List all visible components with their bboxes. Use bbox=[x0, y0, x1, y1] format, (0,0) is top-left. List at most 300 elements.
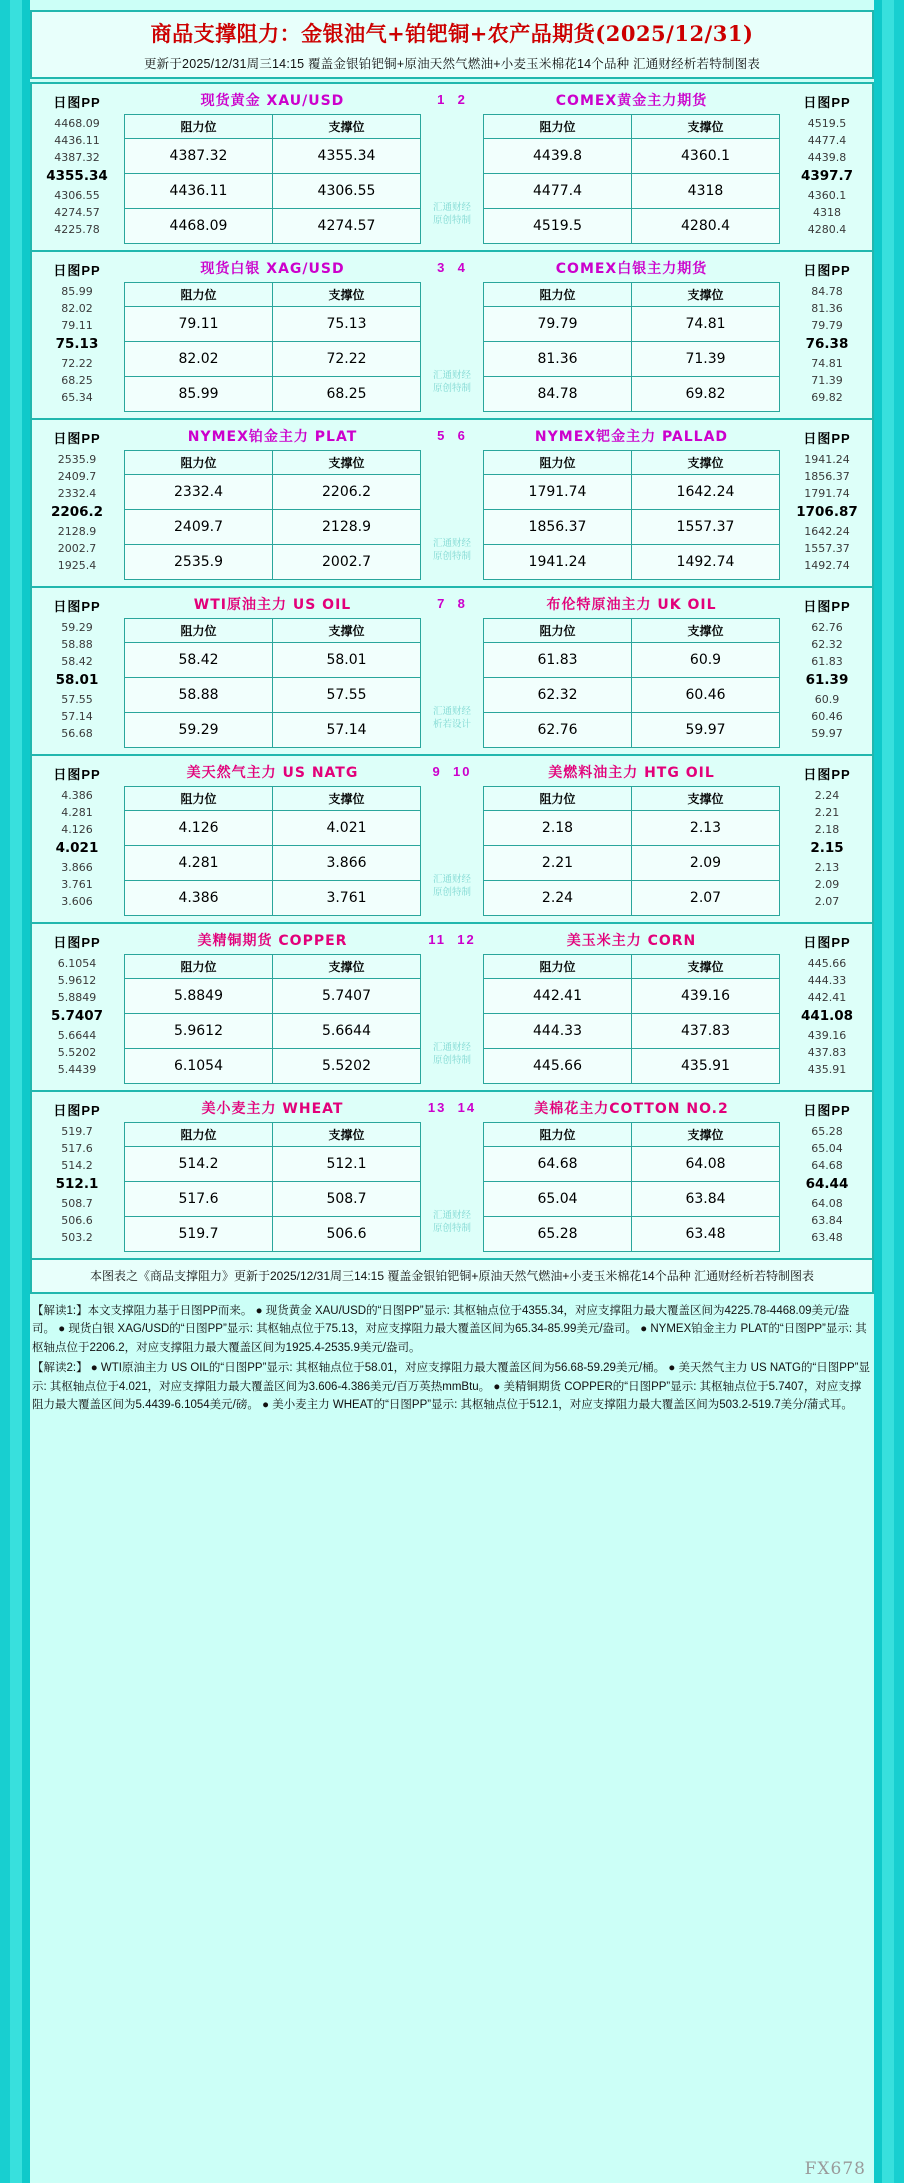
support-header: 支撑位 bbox=[273, 955, 421, 979]
table-row bbox=[125, 510, 421, 545]
support-value: 4306.55 bbox=[273, 174, 421, 209]
support-value: 68.25 bbox=[273, 377, 421, 412]
price-level: 79.11 bbox=[61, 319, 93, 333]
support-value: 60.9 bbox=[632, 643, 780, 678]
footer-note: 本图表之《商品支撑阻力》更新于2025/12/31周三14:15 覆盖金银铂钯铜+原油天然气燃油+小麦玉米棉花14个品种 汇通财经析若特制图表 bbox=[30, 1260, 874, 1294]
price-level: 2128.9 bbox=[57, 525, 97, 539]
resistance-value: 2.18 bbox=[484, 811, 632, 846]
table-row bbox=[484, 979, 780, 1014]
support-value: 60.46 bbox=[632, 678, 780, 713]
price-level: 6.1054 bbox=[57, 957, 97, 970]
instrument-name: WTI原油主力 US OIL bbox=[193, 597, 352, 613]
instrument-panel bbox=[120, 1096, 425, 1252]
instrument-panel bbox=[479, 256, 784, 412]
support-header: 支撑位 bbox=[632, 1123, 780, 1147]
support-header: 支撑位 bbox=[632, 955, 780, 979]
support-header: 支撑位 bbox=[632, 787, 780, 811]
instrument-block bbox=[30, 924, 874, 1092]
block-index-column bbox=[425, 256, 479, 412]
pp-levels-column bbox=[34, 88, 120, 244]
title-box bbox=[30, 10, 874, 79]
support-resistance-table bbox=[483, 786, 780, 916]
table-row bbox=[484, 678, 780, 713]
table-row bbox=[484, 713, 780, 748]
resistance-value: 4477.4 bbox=[484, 174, 632, 209]
instrument-name: 美燃料油主力 HTG OIL bbox=[548, 765, 715, 781]
instrument-block bbox=[30, 756, 874, 924]
price-level: 519.7 bbox=[61, 1125, 93, 1138]
pp-header: 日图PP bbox=[803, 95, 851, 110]
pivot-level: 2.15 bbox=[810, 840, 844, 857]
price-level: 1925.4 bbox=[57, 559, 97, 573]
support-value: 57.14 bbox=[273, 713, 421, 748]
support-resistance-table bbox=[483, 114, 780, 244]
pivot-level: 512.1 bbox=[55, 1176, 99, 1193]
table-row bbox=[125, 1217, 421, 1252]
instrument-panel bbox=[479, 928, 784, 1084]
block-index-column bbox=[425, 928, 479, 1084]
price-level: 64.08 bbox=[811, 1197, 843, 1211]
price-level: 4439.8 bbox=[807, 151, 847, 165]
watermark-line-1: 汇通财经 bbox=[432, 874, 471, 886]
instrument-name: 美天然气主力 US NATG bbox=[186, 765, 359, 781]
watermark bbox=[417, 1210, 487, 1236]
support-header: 支撑位 bbox=[632, 619, 780, 643]
resistance-value: 62.32 bbox=[484, 678, 632, 713]
index-left: 11 bbox=[428, 932, 447, 947]
resistance-header: 阻力位 bbox=[484, 955, 632, 979]
support-header: 支撑位 bbox=[273, 787, 421, 811]
price-level: 65.28 bbox=[811, 1125, 843, 1138]
index-right: 12 bbox=[457, 932, 476, 947]
table-row bbox=[484, 1182, 780, 1217]
block-index-numbers bbox=[425, 1096, 479, 1115]
resistance-header: 阻力位 bbox=[484, 115, 632, 139]
instrument-panel bbox=[120, 88, 425, 244]
support-value: 2002.7 bbox=[273, 545, 421, 580]
price-level: 64.68 bbox=[811, 1159, 843, 1173]
price-level: 445.66 bbox=[807, 957, 847, 970]
support-value: 2206.2 bbox=[273, 475, 421, 510]
resistance-header: 阻力位 bbox=[484, 619, 632, 643]
watermark bbox=[417, 370, 487, 396]
pp-header: 日图PP bbox=[53, 1103, 101, 1118]
page-subtitle: 更新于2025/12/31周三14:15 覆盖金银铂钯铜+原油天然气燃油+小麦玉米棉花14个品种 汇通财经析若特制图表 bbox=[143, 57, 761, 71]
content-wrapper bbox=[30, 10, 874, 1424]
price-level: 60.46 bbox=[811, 710, 843, 724]
page-title: 商品支撑阻力：金银油气+铂钯铜+农产品期货(2025/12/31) bbox=[150, 21, 754, 46]
support-value: 74.81 bbox=[632, 307, 780, 342]
resistance-value: 62.76 bbox=[484, 713, 632, 748]
support-value: 59.97 bbox=[632, 713, 780, 748]
instrument-name: 现货白银 XAG/USD bbox=[200, 261, 345, 277]
support-resistance-table bbox=[483, 282, 780, 412]
watermark-line-1: 汇通财经 bbox=[432, 538, 471, 550]
pivot-level: 441.08 bbox=[800, 1008, 854, 1025]
watermark-fx678: FX678 bbox=[804, 2159, 866, 2179]
price-level: 4.126 bbox=[61, 823, 93, 837]
table-row bbox=[125, 713, 421, 748]
resistance-value: 5.8849 bbox=[125, 979, 273, 1014]
price-level: 84.78 bbox=[811, 285, 843, 298]
resistance-value: 79.79 bbox=[484, 307, 632, 342]
table-row bbox=[484, 510, 780, 545]
instrument-name: NYMEX钯金主力 PALLAD bbox=[534, 429, 729, 445]
price-level: 65.04 bbox=[811, 1142, 843, 1156]
table-row bbox=[125, 209, 421, 244]
price-level: 58.42 bbox=[61, 655, 93, 669]
support-header: 支撑位 bbox=[273, 1123, 421, 1147]
resistance-value: 2.21 bbox=[484, 846, 632, 881]
table-row bbox=[484, 1049, 780, 1084]
table-row bbox=[125, 377, 421, 412]
index-right: 4 bbox=[457, 260, 467, 275]
block-index-numbers bbox=[425, 760, 479, 779]
support-value: 512.1 bbox=[273, 1147, 421, 1182]
price-level: 2.07 bbox=[814, 895, 840, 909]
instrument-panel bbox=[120, 760, 425, 916]
price-level: 60.9 bbox=[814, 693, 840, 707]
table-row bbox=[125, 846, 421, 881]
index-right: 2 bbox=[457, 92, 467, 107]
resistance-value: 1791.74 bbox=[484, 475, 632, 510]
resistance-value: 1856.37 bbox=[484, 510, 632, 545]
price-level: 58.88 bbox=[61, 638, 93, 652]
price-level: 63.48 bbox=[811, 1231, 843, 1245]
table-row bbox=[125, 139, 421, 174]
index-left: 9 bbox=[432, 764, 442, 779]
price-level: 2535.9 bbox=[57, 453, 97, 466]
support-value: 5.6644 bbox=[273, 1014, 421, 1049]
resistance-header: 阻力位 bbox=[125, 283, 273, 307]
instrument-name: 美棉花主力COTTON NO.2 bbox=[534, 1101, 729, 1117]
watermark bbox=[417, 538, 487, 564]
price-level: 72.22 bbox=[61, 357, 93, 371]
support-header: 支撑位 bbox=[273, 283, 421, 307]
price-level: 4225.78 bbox=[54, 223, 100, 237]
resistance-value: 59.29 bbox=[125, 713, 273, 748]
resistance-value: 4.126 bbox=[125, 811, 273, 846]
instrument-panel bbox=[479, 424, 784, 580]
support-resistance-table bbox=[483, 618, 780, 748]
support-value: 72.22 bbox=[273, 342, 421, 377]
index-left: 3 bbox=[437, 260, 447, 275]
index-right: 10 bbox=[453, 764, 472, 779]
pp-levels-column bbox=[784, 256, 870, 412]
table-row bbox=[484, 1217, 780, 1252]
pivot-level: 5.7407 bbox=[50, 1008, 104, 1025]
instrument-block bbox=[30, 1092, 874, 1260]
support-resistance-table bbox=[483, 954, 780, 1084]
table-row bbox=[484, 1147, 780, 1182]
block-index-numbers bbox=[425, 88, 479, 107]
resistance-value: 79.11 bbox=[125, 307, 273, 342]
support-value: 1642.24 bbox=[632, 475, 780, 510]
instrument-panel bbox=[120, 424, 425, 580]
price-level: 1941.24 bbox=[804, 453, 850, 466]
table-row bbox=[484, 342, 780, 377]
instrument-block bbox=[30, 420, 874, 588]
price-level: 4274.57 bbox=[54, 206, 100, 220]
watermark-line-2: 析若设计 bbox=[432, 719, 471, 731]
support-header: 支撑位 bbox=[273, 619, 421, 643]
resistance-value: 65.04 bbox=[484, 1182, 632, 1217]
resistance-value: 2409.7 bbox=[125, 510, 273, 545]
price-level: 61.83 bbox=[811, 655, 843, 669]
pivot-level: 4355.34 bbox=[46, 168, 108, 185]
table-row bbox=[484, 174, 780, 209]
pp-levels-column bbox=[34, 760, 120, 916]
pp-levels-column bbox=[784, 928, 870, 1084]
watermark-line-1: 汇通财经 bbox=[432, 706, 471, 718]
resistance-value: 4.281 bbox=[125, 846, 273, 881]
price-level: 503.2 bbox=[61, 1231, 93, 1245]
pp-header: 日图PP bbox=[803, 599, 851, 614]
resistance-value: 445.66 bbox=[484, 1049, 632, 1084]
price-level: 69.82 bbox=[811, 391, 843, 405]
price-level: 62.76 bbox=[811, 621, 843, 634]
block-index-numbers bbox=[425, 592, 479, 611]
table-row bbox=[484, 209, 780, 244]
price-level: 4318 bbox=[813, 206, 841, 220]
block-index-column bbox=[425, 88, 479, 244]
price-level: 4387.32 bbox=[54, 151, 100, 165]
watermark-line-2: 原创特制 bbox=[432, 215, 471, 227]
price-level: 57.55 bbox=[61, 693, 93, 707]
index-left: 5 bbox=[437, 428, 447, 443]
watermark-line-2: 原创特制 bbox=[432, 1055, 471, 1067]
support-resistance-table bbox=[483, 450, 780, 580]
pp-levels-column bbox=[784, 760, 870, 916]
price-level: 82.02 bbox=[61, 302, 93, 316]
support-value: 1492.74 bbox=[632, 545, 780, 580]
pp-header: 日图PP bbox=[53, 263, 101, 278]
price-level: 1642.24 bbox=[804, 525, 850, 539]
support-value: 4280.4 bbox=[632, 209, 780, 244]
support-value: 63.84 bbox=[632, 1182, 780, 1217]
support-value: 63.48 bbox=[632, 1217, 780, 1252]
note-1: 【解读1:】本文支撑阻力基于日图PP而来。 ● 现货黄金 XAU/USD的“日图PP”显示: 其枢轴点位于4355.34，对应支撑阻力最大覆盖区间为4225.78-4468.09美元/盎司。 ● 现货白银 XAG/USD的“日图PP”显示: 其枢轴点位于75.13，对应支撑阻力最大覆盖区间为65.34-85.99美元/盎司。 ● NYMEX铂金主力 PLAT的“日图PP”显示: 其枢轴点位于2206.2，对应支撑阻力最大覆盖区间为1925.4-2535.9美元/盎司。 bbox=[32, 1305, 867, 1354]
resistance-header: 阻力位 bbox=[125, 115, 273, 139]
instrument-block bbox=[30, 588, 874, 756]
resistance-header: 阻力位 bbox=[125, 787, 273, 811]
instrument-name: 美玉米主力 CORN bbox=[566, 933, 697, 949]
table-row bbox=[484, 377, 780, 412]
watermark-line-1: 汇通财经 bbox=[432, 1042, 471, 1054]
price-level: 1791.74 bbox=[804, 487, 850, 501]
price-level: 514.2 bbox=[61, 1159, 93, 1173]
pivot-level: 75.13 bbox=[55, 336, 99, 353]
resistance-header: 阻力位 bbox=[125, 955, 273, 979]
instrument-panel bbox=[479, 760, 784, 916]
block-index-numbers bbox=[425, 256, 479, 275]
instrument-panel bbox=[479, 592, 784, 748]
table-row bbox=[125, 643, 421, 678]
table-row bbox=[125, 342, 421, 377]
price-level: 56.68 bbox=[61, 727, 93, 741]
pivot-level: 4.021 bbox=[55, 840, 99, 857]
support-value: 2.07 bbox=[632, 881, 780, 916]
support-resistance-table bbox=[124, 450, 421, 580]
pivot-level: 1706.87 bbox=[796, 504, 858, 521]
instrument-name: 布伦特原油主力 UK OIL bbox=[546, 597, 717, 613]
support-value: 4274.57 bbox=[273, 209, 421, 244]
index-left: 1 bbox=[437, 92, 447, 107]
table-row bbox=[125, 678, 421, 713]
price-level: 74.81 bbox=[811, 357, 843, 371]
support-value: 2.13 bbox=[632, 811, 780, 846]
index-left: 7 bbox=[437, 596, 447, 611]
support-header: 支撑位 bbox=[273, 451, 421, 475]
support-value: 64.08 bbox=[632, 1147, 780, 1182]
support-value: 75.13 bbox=[273, 307, 421, 342]
price-level: 4.281 bbox=[61, 806, 93, 820]
block-index-column bbox=[425, 1096, 479, 1252]
price-level: 71.39 bbox=[811, 374, 843, 388]
table-row bbox=[484, 139, 780, 174]
pivot-level: 2206.2 bbox=[50, 504, 104, 521]
price-level: 2.24 bbox=[814, 789, 840, 802]
resistance-value: 517.6 bbox=[125, 1182, 273, 1217]
resistance-value: 4519.5 bbox=[484, 209, 632, 244]
support-resistance-table bbox=[124, 786, 421, 916]
index-right: 14 bbox=[457, 1100, 477, 1115]
instrument-panel bbox=[479, 1096, 784, 1252]
support-value: 437.83 bbox=[632, 1014, 780, 1049]
support-value: 4.021 bbox=[273, 811, 421, 846]
resistance-value: 64.68 bbox=[484, 1147, 632, 1182]
pp-levels-column bbox=[784, 592, 870, 748]
price-level: 79.79 bbox=[811, 319, 843, 333]
support-value: 58.01 bbox=[273, 643, 421, 678]
support-value: 1557.37 bbox=[632, 510, 780, 545]
price-level: 62.32 bbox=[811, 638, 843, 652]
price-level: 59.29 bbox=[61, 621, 93, 634]
pp-levels-column bbox=[784, 424, 870, 580]
resistance-value: 2535.9 bbox=[125, 545, 273, 580]
price-level: 5.8849 bbox=[57, 991, 97, 1005]
instrument-name: 美精铜期货 COPPER bbox=[197, 933, 348, 949]
pp-header: 日图PP bbox=[53, 95, 101, 110]
support-value: 506.6 bbox=[273, 1217, 421, 1252]
support-value: 5.5202 bbox=[273, 1049, 421, 1084]
index-left: 13 bbox=[427, 1100, 447, 1115]
price-level: 2.13 bbox=[814, 861, 840, 875]
resistance-value: 2.24 bbox=[484, 881, 632, 916]
price-level: 506.6 bbox=[61, 1214, 93, 1228]
support-value: 435.91 bbox=[632, 1049, 780, 1084]
blocks-container bbox=[30, 82, 874, 1260]
table-row bbox=[484, 643, 780, 678]
support-resistance-table bbox=[124, 114, 421, 244]
block-index-column bbox=[425, 592, 479, 748]
table-row bbox=[125, 1182, 421, 1217]
pivot-level: 61.39 bbox=[805, 672, 849, 689]
price-level: 4360.1 bbox=[807, 189, 847, 203]
support-resistance-table bbox=[124, 1122, 421, 1252]
price-level: 3.606 bbox=[61, 895, 93, 909]
support-value: 4360.1 bbox=[632, 139, 780, 174]
table-row bbox=[125, 1049, 421, 1084]
price-level: 4477.4 bbox=[807, 134, 847, 148]
resistance-value: 61.83 bbox=[484, 643, 632, 678]
pp-header: 日图PP bbox=[803, 1103, 851, 1118]
price-level: 4306.55 bbox=[54, 189, 100, 203]
pivot-level: 58.01 bbox=[55, 672, 99, 689]
resistance-value: 4387.32 bbox=[125, 139, 273, 174]
resistance-value: 6.1054 bbox=[125, 1049, 273, 1084]
table-row bbox=[484, 307, 780, 342]
table-row bbox=[484, 881, 780, 916]
resistance-value: 4436.11 bbox=[125, 174, 273, 209]
pivot-level: 76.38 bbox=[805, 336, 849, 353]
price-level: 2.18 bbox=[814, 823, 840, 837]
watermark-line-2: 原创特制 bbox=[432, 887, 471, 899]
price-level: 4.386 bbox=[61, 789, 93, 802]
watermark-line-2: 原创特制 bbox=[432, 383, 471, 395]
price-level: 5.6644 bbox=[57, 1029, 97, 1043]
resistance-value: 4439.8 bbox=[484, 139, 632, 174]
price-level: 2.21 bbox=[814, 806, 840, 820]
watermark-line-2: 原创特制 bbox=[432, 551, 471, 563]
pp-levels-column bbox=[34, 592, 120, 748]
price-level: 2002.7 bbox=[57, 542, 97, 556]
resistance-header: 阻力位 bbox=[484, 787, 632, 811]
pp-header: 日图PP bbox=[53, 599, 101, 614]
support-value: 508.7 bbox=[273, 1182, 421, 1217]
block-index-numbers bbox=[425, 928, 479, 947]
instrument-panel bbox=[120, 928, 425, 1084]
support-resistance-table bbox=[124, 954, 421, 1084]
price-level: 5.9612 bbox=[57, 974, 97, 988]
table-row bbox=[125, 881, 421, 916]
index-right: 6 bbox=[457, 428, 467, 443]
support-value: 69.82 bbox=[632, 377, 780, 412]
resistance-value: 2332.4 bbox=[125, 475, 273, 510]
pp-levels-column bbox=[34, 928, 120, 1084]
block-index-column bbox=[425, 424, 479, 580]
table-row bbox=[484, 846, 780, 881]
pp-header: 日图PP bbox=[803, 767, 851, 782]
watermark-line-1: 汇通财经 bbox=[432, 370, 471, 382]
instrument-block bbox=[30, 252, 874, 420]
price-level: 1856.37 bbox=[804, 470, 850, 484]
index-right: 8 bbox=[457, 596, 467, 611]
resistance-header: 阻力位 bbox=[484, 451, 632, 475]
instrument-name: COMEX黄金主力期货 bbox=[555, 93, 708, 109]
resistance-value: 4468.09 bbox=[125, 209, 273, 244]
price-level: 4436.11 bbox=[54, 134, 100, 148]
support-value: 71.39 bbox=[632, 342, 780, 377]
resistance-value: 84.78 bbox=[484, 377, 632, 412]
pp-header: 日图PP bbox=[53, 431, 101, 446]
table-row bbox=[484, 475, 780, 510]
instrument-name: NYMEX铂金主力 PLAT bbox=[187, 429, 358, 445]
price-level: 5.4439 bbox=[57, 1063, 97, 1077]
block-index-column bbox=[425, 760, 479, 916]
resistance-value: 5.9612 bbox=[125, 1014, 273, 1049]
support-resistance-table bbox=[124, 282, 421, 412]
pp-levels-column bbox=[34, 1096, 120, 1252]
price-level: 4519.5 bbox=[807, 117, 847, 130]
price-level: 1492.74 bbox=[804, 559, 850, 573]
watermark bbox=[417, 706, 487, 732]
watermark bbox=[417, 202, 487, 228]
price-level: 5.5202 bbox=[57, 1046, 97, 1060]
resistance-value: 58.42 bbox=[125, 643, 273, 678]
resistance-header: 阻力位 bbox=[125, 451, 273, 475]
price-level: 4280.4 bbox=[807, 223, 847, 237]
